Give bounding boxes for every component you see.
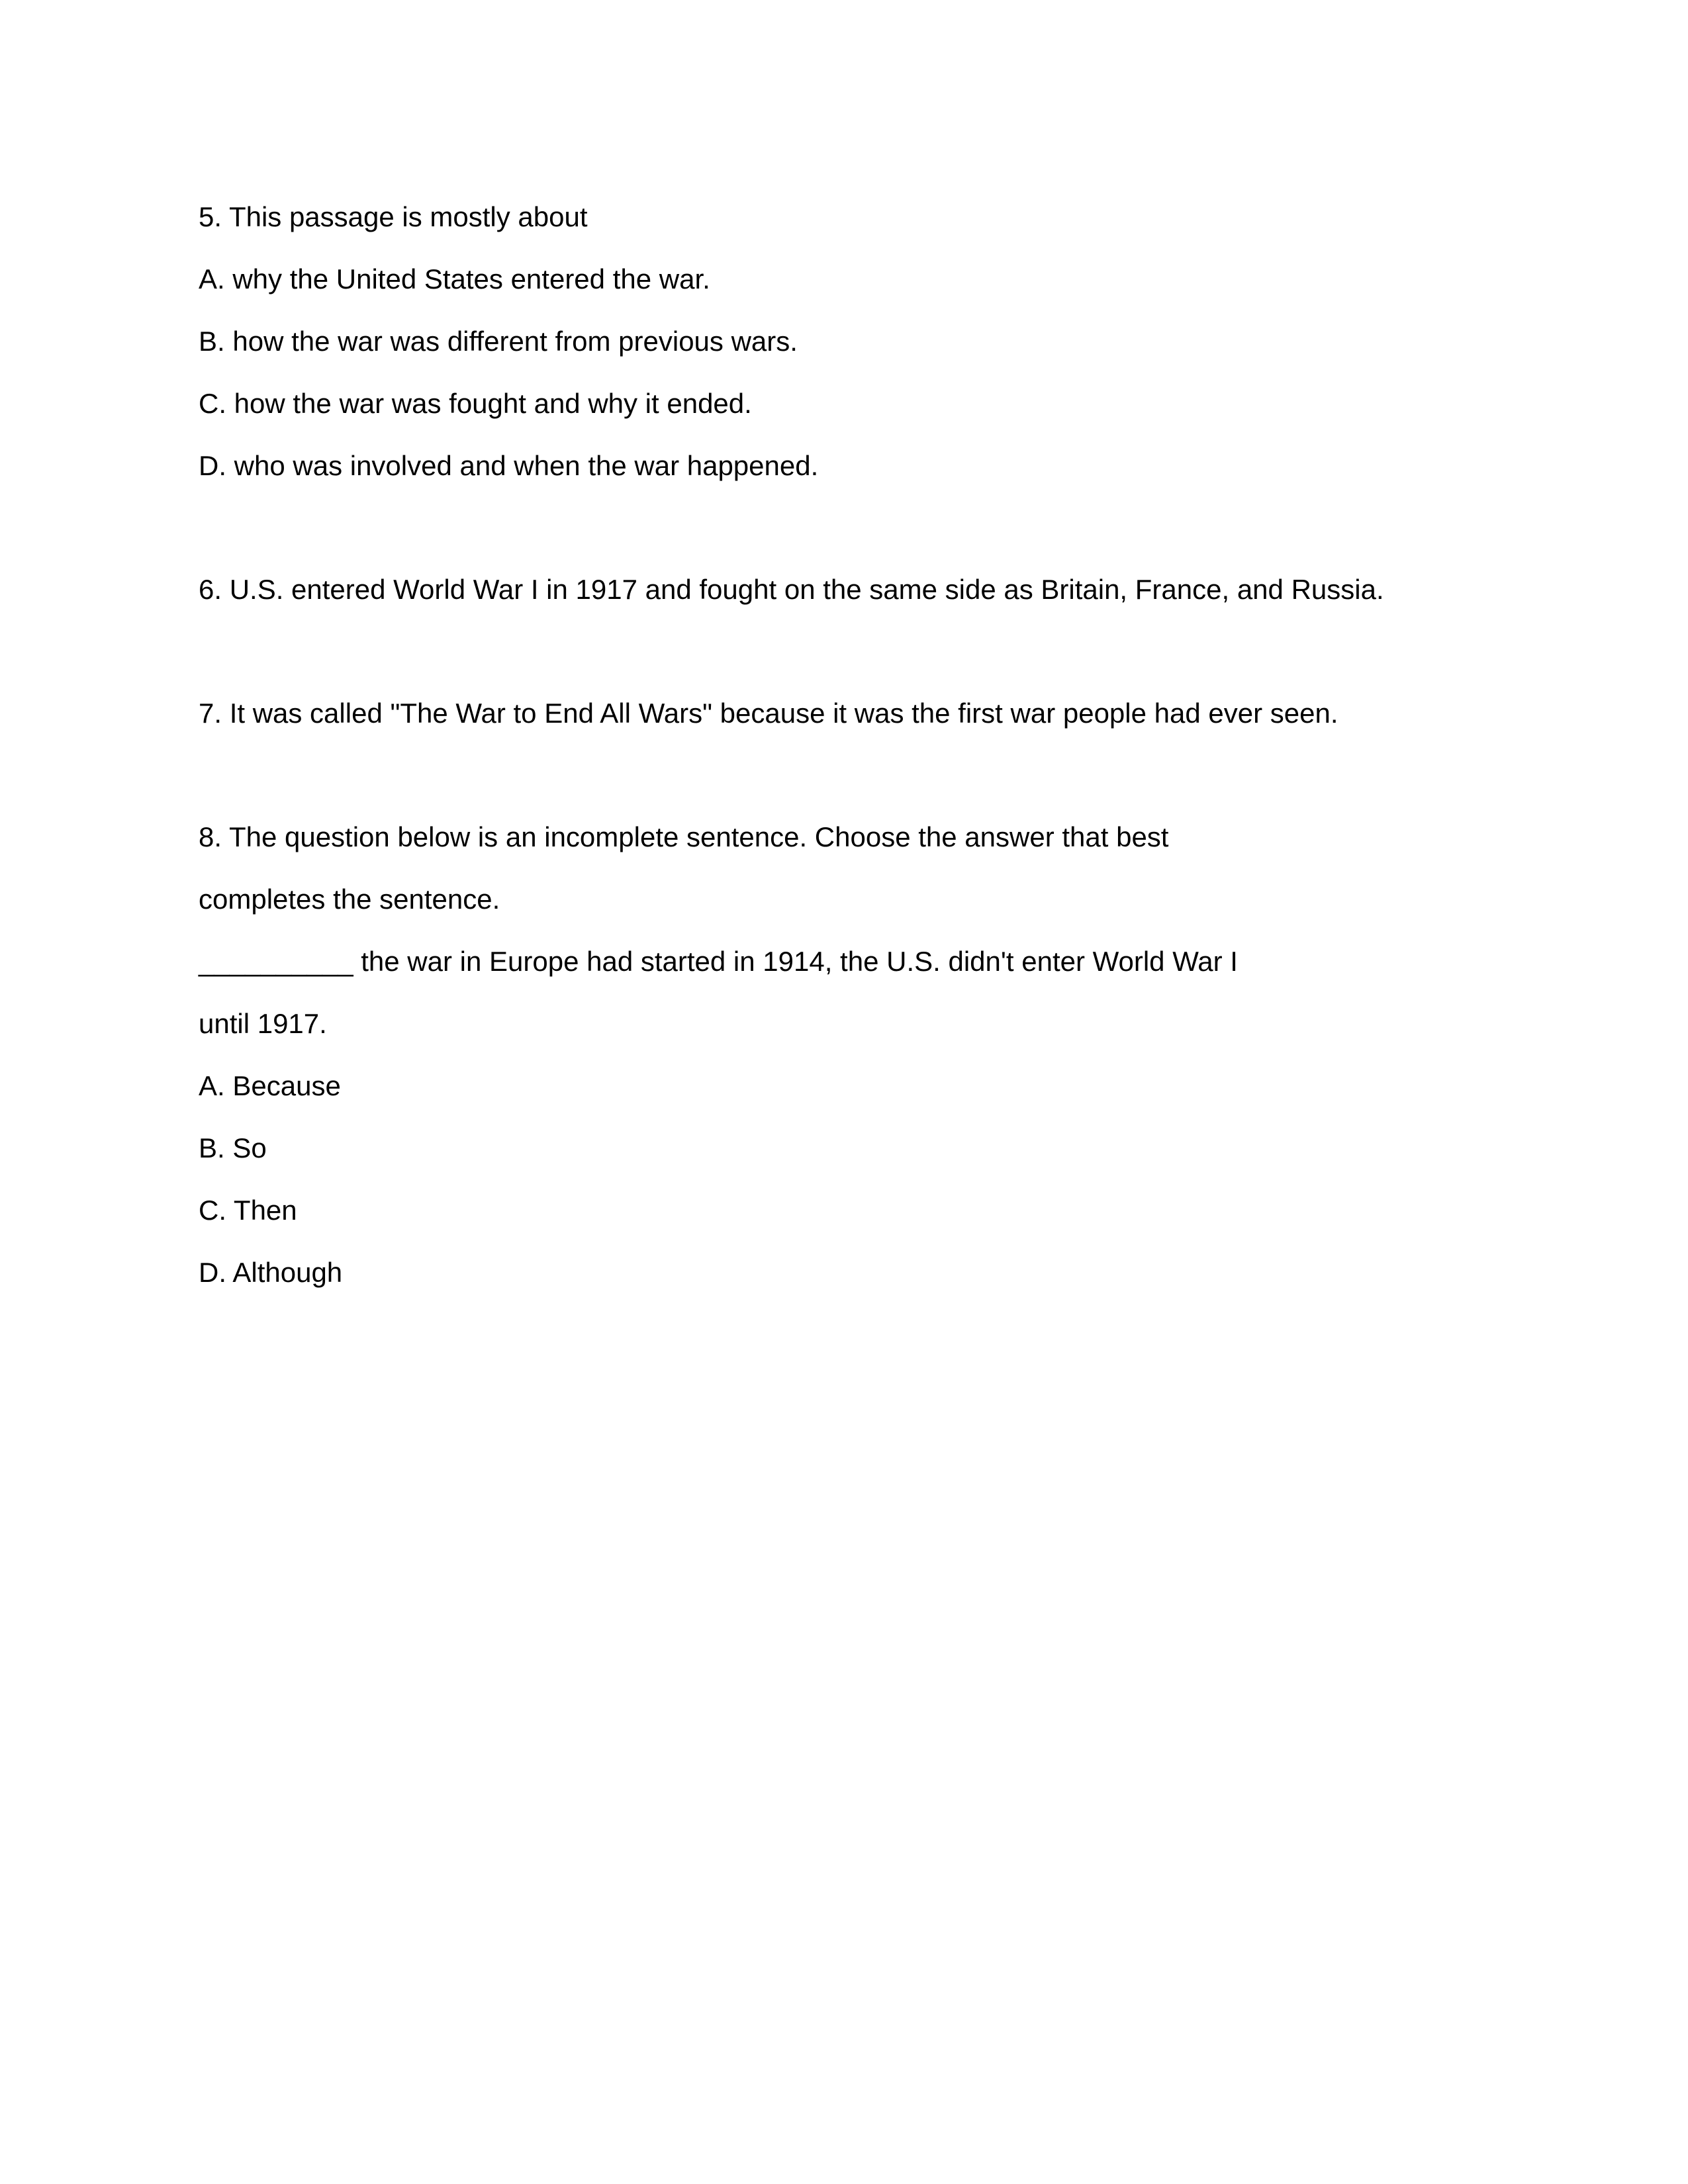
question-8-sentence-line-2: until 1917. — [199, 1008, 327, 1039]
question-8-option-b: B. So — [199, 1132, 267, 1163]
question-8-prompt-line-1: 8. The question below is an incomplete sentence. Choose the answer that best — [199, 821, 1169, 852]
question-5-option-b: B. how the war was different from previous wars. — [199, 326, 798, 357]
question-8-prompt-line-2: completes the sentence. — [199, 884, 500, 915]
question-8-option-a: A. Because — [199, 1070, 341, 1101]
question-8-option-c: C. Then — [199, 1195, 297, 1226]
question-8-option-d: D. Although — [199, 1257, 343, 1288]
question-8-sentence-line-1: __________ the war in Europe had started in 1914, the U.S. didn't enter World War I — [199, 946, 1238, 977]
question-5-option-c: C. how the war was fought and why it ended. — [199, 388, 752, 419]
question-7-statement: 7. It was called "The War to End All Wars" because it was the first war people had ever seen. — [199, 698, 1338, 729]
question-5-option-d: D. who was involved and when the war happened. — [199, 450, 819, 481]
question-6-statement: 6. U.S. entered World War I in 1917 and fought on the same side as Britain, France, and Russia. — [199, 574, 1384, 605]
question-5-option-a: A. why the United States entered the war. — [199, 263, 710, 295]
question-5-text: 5. This passage is mostly about — [199, 201, 588, 232]
